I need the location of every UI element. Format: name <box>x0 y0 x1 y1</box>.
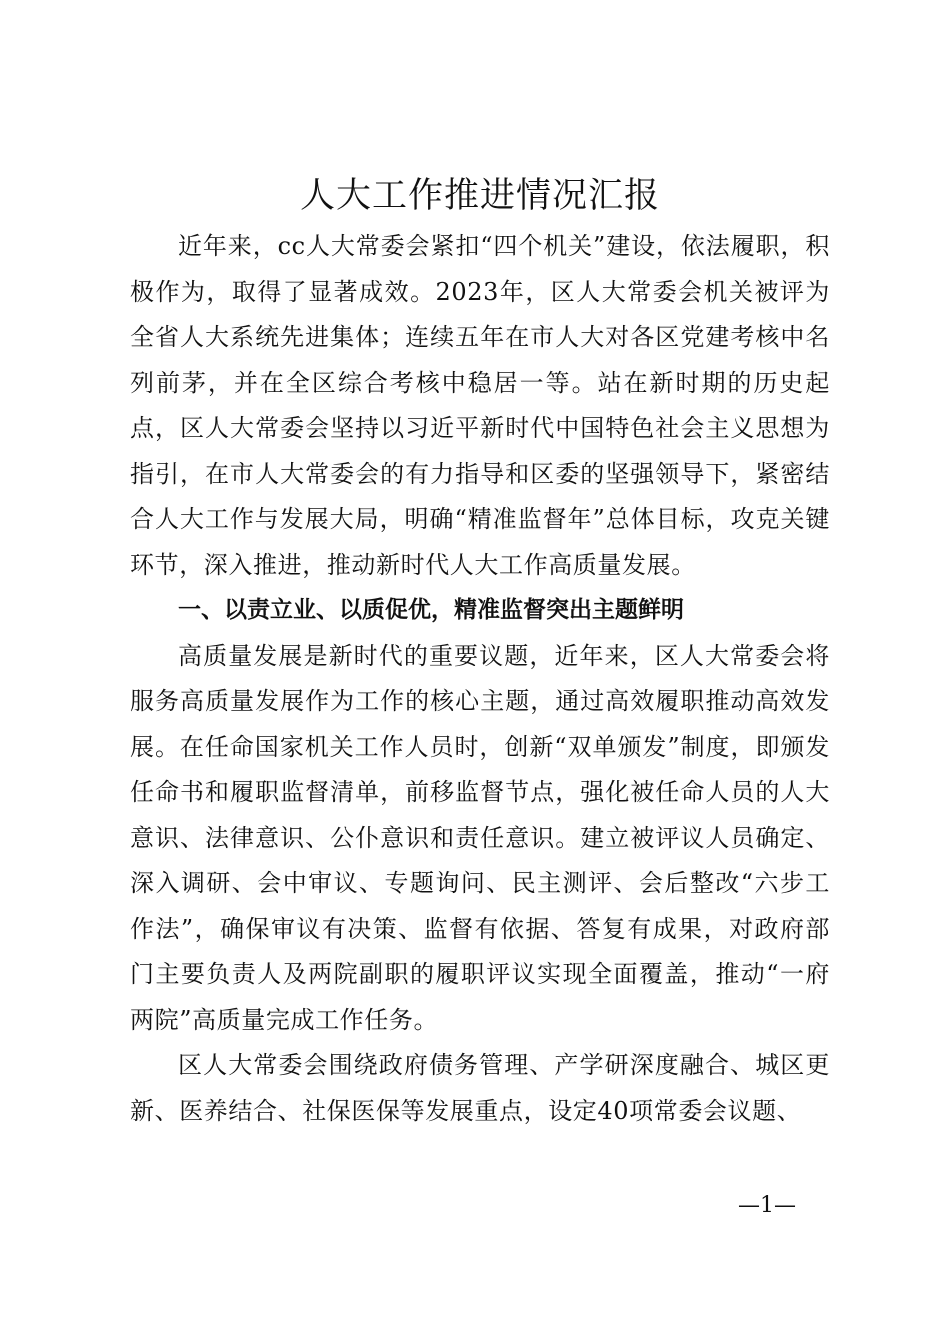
section-paragraph: 高质量发展是新时代的重要议题，近年来，区人大常委会将服务高质量发展作为工作的核心主题，通过高效履职推动高效发展。在任命国家机关工作人员时，创新“双单颁发”制度，即颁发任命书和履职监督清单，前移监督节点，强化被任命人员的人大意识、法律意识、公仆意识和责任意识。建立被评议人员确定、深入调研、会中审议、专题询问、民主测评、会后整改“六步工作法”，确保审议有决策、监督有依据、答复有成果，对政府部门主要负责人及两院副职的履职评议实现全面覆盖，推动“一府两院”高质量完成工作任务。 <box>130 641 830 1034</box>
page-number: —1— <box>738 1193 796 1218</box>
section-paragraph: 区人大常委会围绕政府债务管理、产学研深度融合、城区更新、医养结合、社保医保等发展重点，设定40项常委会议题、 <box>130 1051 830 1125</box>
document-title: 人大工作推进情况汇报 <box>299 176 660 216</box>
section-heading: 一、以责立业、以质促优，精准监督突出主题鲜明 <box>178 597 684 623</box>
intro-paragraph: 近年来，cc人大常委会紧扣“四个机关”建设，依法履职，积极作为，取得了显著成效。2023年，区人大常委会机关被评为全省人大系统先进集体；连续五年在市人大对各区党建考核中名列前茅，并在全区综合考核中稳居一等。站在新时期的历史起点，区人大常委会坚持以习近平新时代中国特色社会主义思想为指引，在市人大常委会的有力指导和区委的坚强领导下，紧密结合人大工作与发展大局，明确“精准监督年”总体目标，攻克关键环节，深入推进，推动新时代人大工作高质量发展。 <box>130 232 830 579</box>
document-body <box>130 224 830 1134</box>
